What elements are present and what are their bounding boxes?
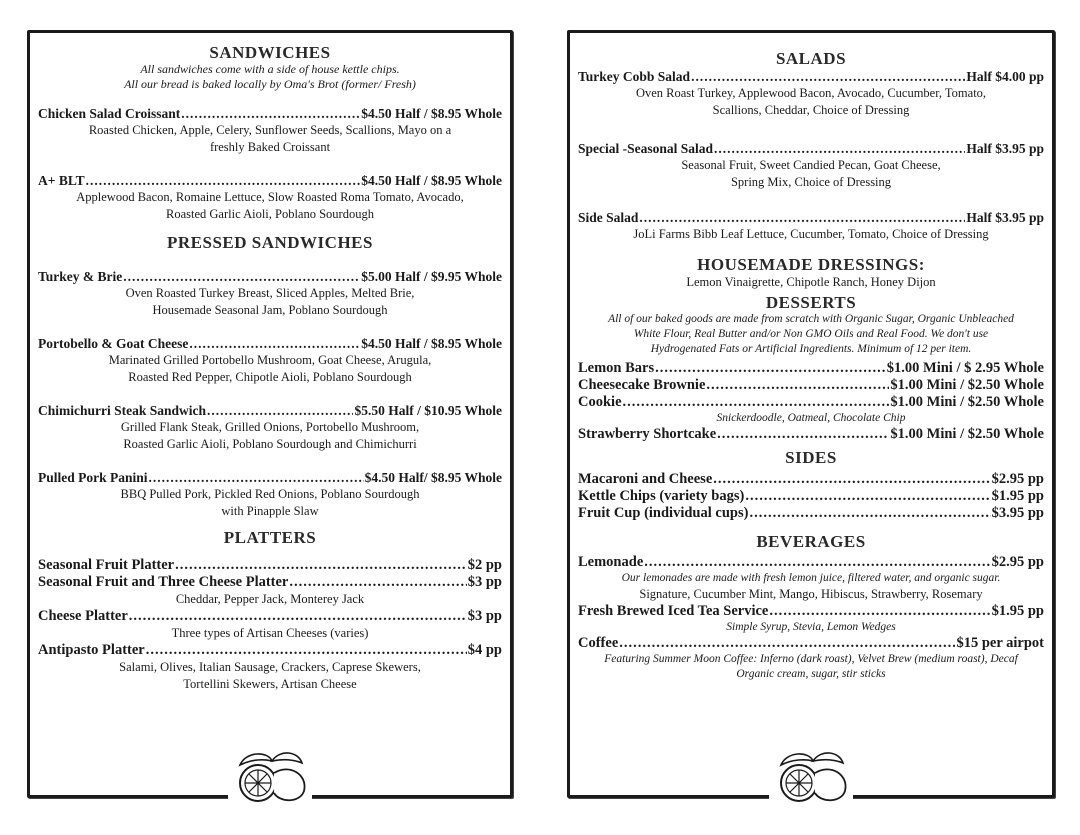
menu-item-cheesecake-brownie xyxy=(578,377,1044,394)
menu-item-chicken-salad-croissant xyxy=(38,105,502,156)
sandwiches-note-2: All our bread is baked locally by Oma's Brot (former/ Fresh) xyxy=(124,77,416,91)
item-description: with Pinapple Slaw xyxy=(221,504,319,518)
menu-item-a-blt xyxy=(38,172,502,223)
item-price: Half $3.95 pp xyxy=(966,141,1044,156)
menu-item-fruit-cup xyxy=(578,505,1044,522)
item-price: $1.00 Mini / $ 2.95 Whole xyxy=(886,360,1044,376)
menu-item-side-salad xyxy=(578,209,1044,243)
item-flavors: Signature, Cucumber Mint, Mango, Hibiscus, Strawberry, Rosemary xyxy=(639,587,983,601)
item-price: $1.95 pp xyxy=(991,603,1044,619)
item-price: $1.00 Mini / $2.50 Whole xyxy=(890,426,1044,442)
item-name: Macaroni and Cheese xyxy=(578,471,713,487)
item-description: Cheddar, Pepper Jack, Monterey Jack xyxy=(175,592,365,606)
menu-item-macaroni-cheese xyxy=(578,471,1044,488)
item-description: Oven Roasted Turkey Breast, Sliced Apples, Melted Brie, xyxy=(125,286,415,300)
section-title-sandwiches: SANDWICHES xyxy=(209,43,331,62)
menu-item-kettle-chips xyxy=(578,488,1044,505)
item-name: Special -Seasonal Salad xyxy=(578,141,714,156)
desserts-note-1: All of our baked goods are made from scratch with Organic Sugar, Organic Unbleached xyxy=(608,313,1014,325)
item-description: Roasted Chicken, Apple, Celery, Sunflower Seeds, Scallions, Mayo on a xyxy=(88,123,452,137)
dressings-list: Lemon Vinaigrette, Chipotle Ranch, Honey Dijon xyxy=(686,275,936,289)
left-menu-page xyxy=(27,30,513,798)
item-name: Fresh Brewed Iced Tea Service xyxy=(578,603,769,619)
section-title-salads: SALADS xyxy=(775,49,847,68)
menu-item-lemonade xyxy=(578,554,1044,603)
menu-item-cheese-platter xyxy=(38,608,502,642)
item-name: Strawberry Shortcake xyxy=(578,426,717,442)
item-name: Turkey Cobb Salad xyxy=(578,69,691,84)
section-title-pressed-sandwiches: PRESSED SANDWICHES xyxy=(167,233,373,252)
item-description: Three types of Artisan Cheeses (varies) xyxy=(171,626,369,640)
item-price: $4.50 Half / $8.95 Whole xyxy=(361,106,502,121)
menu-item-iced-tea-service xyxy=(578,603,1044,635)
item-price: Half $3.95 pp xyxy=(966,210,1044,225)
item-name: Chimichurri Steak Sandwich xyxy=(38,403,207,418)
menu-item-seasonal-fruit-platter xyxy=(38,557,502,574)
item-price: $1.00 Mini / $2.50 Whole xyxy=(890,394,1044,410)
item-description: Seasonal Fruit, Sweet Candied Pecan, Goat Cheese, xyxy=(681,158,941,172)
item-price: $4.50 Half / $8.95 Whole xyxy=(361,336,502,351)
item-price: $2.95 pp xyxy=(991,554,1044,570)
item-name: Kettle Chips (variety bags) xyxy=(578,488,745,504)
item-name: A+ BLT xyxy=(38,173,85,188)
section-title-beverages: BEVERAGES xyxy=(756,532,866,551)
item-name: Portobello & Goat Cheese xyxy=(38,336,189,351)
item-name: Lemon Bars xyxy=(578,360,655,376)
menu-item-turkey-cobb-salad xyxy=(578,68,1044,119)
item-price: $3 pp xyxy=(467,574,502,590)
item-price: Half $4.00 pp xyxy=(966,69,1044,84)
item-description: Scallions, Cheddar, Choice of Dressing xyxy=(712,103,910,117)
item-description: Snickerdoodle, Oatmeal, Chocolate Chip xyxy=(716,412,906,424)
item-name: Cheese Platter xyxy=(38,608,128,624)
item-description: Roasted Red Pepper, Chipotle Aioli, Poblano Sourdough xyxy=(128,370,412,384)
item-price: $15 per airpot xyxy=(956,635,1044,651)
section-title-desserts: DESSERTS xyxy=(765,293,857,312)
sandwiches-note-1: All sandwiches come with a side of house kettle chips. xyxy=(140,62,400,76)
item-name: Pulled Pork Panini xyxy=(38,470,148,485)
right-menu-page xyxy=(567,30,1055,798)
item-name: Seasonal Fruit and Three Cheese Platter xyxy=(38,574,289,590)
item-name: Side Salad xyxy=(578,210,639,225)
item-description: Spring Mix, Choice of Dressing xyxy=(730,175,892,189)
item-description: Roasted Garlic Aioli, Poblano Sourdough and Chimichurri xyxy=(123,437,417,451)
lemon-logo-icon xyxy=(769,745,853,807)
item-description: Simple Syrup, Stevia, Lemon Wedges xyxy=(726,621,896,633)
item-description: Grilled Flank Steak, Grilled Onions, Portobello Mushroom, xyxy=(120,420,420,434)
item-description: freshly Baked Croissant xyxy=(209,140,331,154)
item-price: $4 pp xyxy=(467,642,502,658)
menu-item-coffee xyxy=(578,635,1044,682)
item-description: JoLi Farms Bibb Leaf Lettuce, Cucumber, Tomato, Choice of Dressing xyxy=(633,227,989,241)
item-description: Our lemonades are made with fresh lemon juice, filtered water, and organic sugar. xyxy=(621,572,1001,584)
section-title-platters: PLATTERS xyxy=(223,528,317,547)
menu-item-cookie xyxy=(578,394,1044,426)
menu-item-pulled-pork-panini xyxy=(38,469,502,520)
desserts-note-3: Hydrogenated Fats or Artificial Ingredients. Minimum of 12 per item. xyxy=(650,343,972,355)
item-description: BBQ Pulled Pork, Pickled Red Onions, Poblano Sourdough xyxy=(120,487,420,501)
item-name: Antipasto Platter xyxy=(38,642,145,658)
item-price: $2.95 pp xyxy=(991,471,1044,487)
item-description: Organic cream, sugar, stir sticks xyxy=(736,668,886,680)
menu-item-strawberry-shortcake xyxy=(578,426,1044,443)
item-price: $5.50 Half / $10.95 Whole xyxy=(354,403,502,418)
item-description: Tortellini Skewers, Artisan Cheese xyxy=(183,677,357,691)
item-name: Turkey & Brie xyxy=(38,269,123,284)
menu-item-lemon-bars xyxy=(578,360,1044,377)
item-price: $4.50 Half / $8.95 Whole xyxy=(361,173,502,188)
item-name: Fruit Cup (individual cups) xyxy=(578,505,749,521)
section-title-sides: SIDES xyxy=(785,448,837,467)
item-description: Applewood Bacon, Romaine Lettuce, Slow Roasted Roma Tomato, Avocado, xyxy=(76,190,464,204)
item-price: $3 pp xyxy=(467,608,502,624)
item-description: Housemade Seasonal Jam, Poblano Sourdough xyxy=(152,303,388,317)
item-description: Oven Roast Turkey, Applewood Bacon, Avocado, Cucumber, Tomato, xyxy=(635,86,987,100)
item-name: Chicken Salad Croissant xyxy=(38,106,181,121)
item-name: Seasonal Fruit Platter xyxy=(38,557,175,573)
item-price: $1.95 pp xyxy=(991,488,1044,504)
item-name: Coffee xyxy=(578,635,619,651)
menu-item-fruit-three-cheese-platter xyxy=(38,574,502,608)
item-description: Roasted Garlic Aioli, Poblano Sourdough xyxy=(166,207,374,221)
menu-item-turkey-brie xyxy=(38,268,502,319)
section-title-housemade-dressings: HOUSEMADE DRESSINGS: xyxy=(697,255,925,274)
item-name: Cheesecake Brownie xyxy=(578,377,706,393)
item-name: Lemonade xyxy=(578,554,644,570)
item-price: $2 pp xyxy=(467,557,502,573)
item-price: $3.95 pp xyxy=(991,505,1044,521)
item-price: $4.50 Half/ $8.95 Whole xyxy=(364,470,502,485)
item-description: Featuring Summer Moon Coffee: Inferno (dark roast), Velvet Brew (medium roast), Decaf xyxy=(604,653,1018,665)
item-description: Salami, Olives, Italian Sausage, Crackers, Caprese Skewers, xyxy=(119,660,421,674)
menu-item-antipasto-platter xyxy=(38,642,502,693)
item-name: Cookie xyxy=(578,394,622,410)
menu-item-chimichurri-steak xyxy=(38,402,502,453)
item-price: $5.00 Half / $9.95 Whole xyxy=(361,269,502,284)
menu-item-portobello-goat-cheese xyxy=(38,335,502,386)
desserts-note-2: White Flour, Real Butter and/or Non GMO Oils and Real Food. We don't use xyxy=(633,328,989,340)
item-description: Marinated Grilled Portobello Mushroom, Goat Cheese, Arugula, xyxy=(108,353,432,367)
lemon-logo-icon xyxy=(228,745,312,807)
menu-item-special-seasonal-salad xyxy=(578,140,1044,191)
item-price: $1.00 Mini / $2.50 Whole xyxy=(890,377,1044,393)
